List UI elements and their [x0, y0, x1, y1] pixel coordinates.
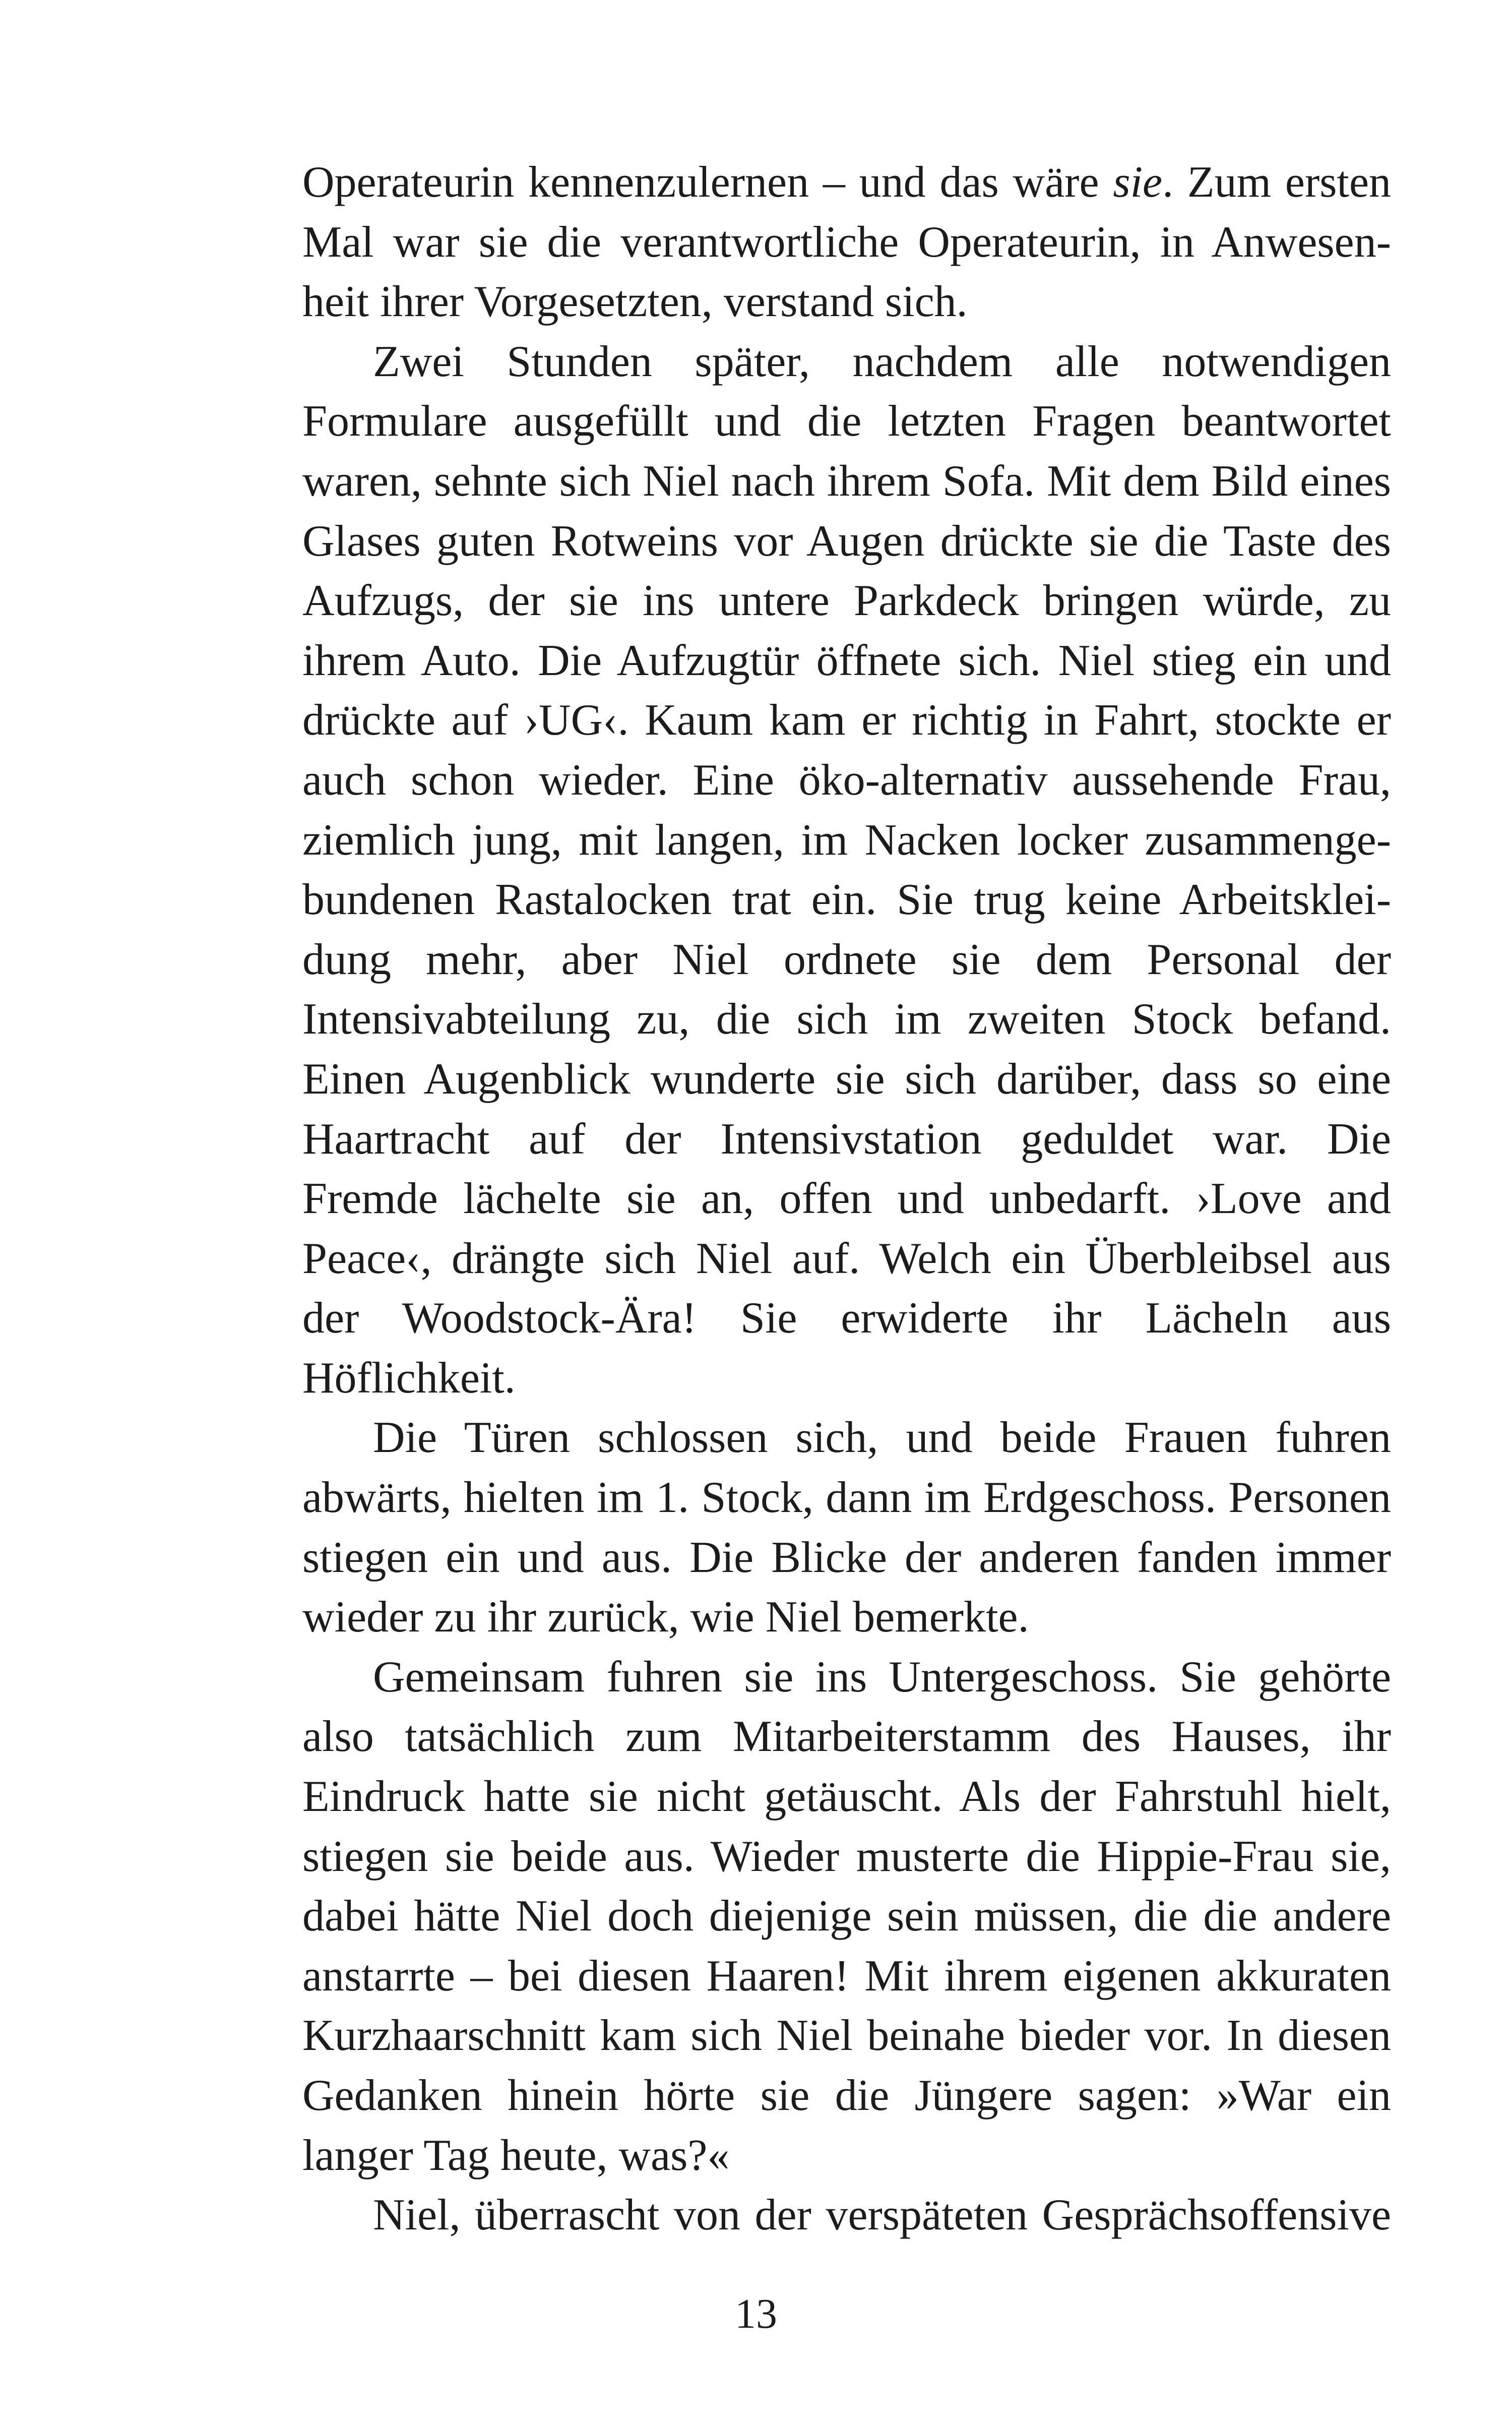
text-line-21: Höflichkeit.	[302, 1353, 516, 1403]
text-line-1: Operateurin kennenzulernen – und das wäre sie. Zum ersten	[302, 158, 1391, 207]
text-line-17: Haartracht auf der Intensivstation geduldet war. Die	[302, 1114, 1391, 1164]
text-line-25: wieder zu ihr zurück, wie Niel bemerkte.	[302, 1593, 1029, 1642]
text-line-35: Niel, überrascht von der verspäteten Gesprächsoffensive	[373, 2191, 1391, 2240]
text-line-11: auch schon wieder. Eine öko-alternativ aussehende Frau,	[302, 755, 1391, 805]
text-line-7: Glases guten Rotweins vor Augen drückte sie die Taste des	[302, 516, 1391, 566]
text-line-22: Die Türen schlossen sich, und beide Frauen fuhren	[373, 1413, 1391, 1463]
text-line-9: ihrem Auto. Die Aufzugtür öffnete sich. Niel stieg ein und	[302, 636, 1391, 685]
text-line-31: anstarrte – bei diesen Haaren! Mit ihrem eigenen akkuraten	[302, 1951, 1391, 2001]
text-line-10: drückte auf ›UG‹. Kaum kam er richtig in Fahrt, stockte er	[302, 696, 1391, 745]
text-line-34: langer Tag heute, was?«	[302, 2131, 730, 2180]
text-line-16: Einen Augenblick wunderte sie sich darüber, dass so eine	[302, 1054, 1391, 1104]
text-line-6: waren, sehnte sich Niel nach ihrem Sofa. Mit dem Bild eines	[302, 456, 1391, 506]
text-line-3: heit ihrer Vorgesetzten, verstand sich.	[302, 277, 968, 327]
text-line-27: also tatsächlich zum Mitarbeiterstamm des Hauses, ihr	[302, 1712, 1391, 1762]
page-number: 13	[735, 2290, 777, 2337]
text-line-33: Gedanken hinein hörte sie die Jüngere sagen: »War ein	[302, 2071, 1391, 2120]
text-line-23: abwärts, hielten im 1. Stock, dann im Erdgeschoss. Personen	[302, 1473, 1391, 1523]
text-line-2: Mal war sie die verantwortliche Operateurin, in Anwesen-	[302, 217, 1391, 267]
text-line-28: Eindruck hatte sie nicht getäuscht. Als der Fahrstuhl hielt,	[302, 1772, 1391, 1822]
text-line-5: Formulare ausgefüllt und die letzten Fragen beantwortet	[302, 397, 1391, 446]
text-line-29: stiegen sie beide aus. Wieder musterte die Hippie-Frau sie,	[302, 1832, 1391, 1881]
text-line-18: Fremde lächelte sie an, offen und unbedarft. ›Love and	[302, 1174, 1391, 1224]
text-line-14: dung mehr, aber Niel ordnete sie dem Personal der	[302, 935, 1391, 984]
text-line-15: Intensivabteilung zu, die sich im zweiten Stock befand.	[302, 995, 1391, 1044]
body-text	[302, 153, 1391, 2246]
text-line-24: stiegen ein und aus. Die Blicke der anderen fanden immer	[302, 1533, 1391, 1582]
emphasis-sie: sie	[1113, 158, 1163, 207]
text-line-32: Kurzhaarschnitt kam sich Niel beinahe bieder vor. In diesen	[302, 2011, 1391, 2061]
text-line-8: Aufzugs, der sie ins untere Parkdeck bringen würde, zu	[302, 576, 1391, 626]
text-line-13: bundenen Rastalocken trat ein. Sie trug keine Arbeitsklei-	[302, 875, 1391, 925]
text-line-30: dabei hätte Niel doch diejenige sein müssen, die die andere	[302, 1892, 1391, 1941]
text-line-26: Gemeinsam fuhren sie ins Untergeschoss. Sie gehörte	[373, 1652, 1391, 1702]
text-line-4: Zwei Stunden später, nachdem alle notwendigen	[373, 337, 1391, 386]
text-line-20: der Woodstock-Ära! Sie erwiderte ihr Lächeln aus	[302, 1294, 1391, 1343]
text-line-12: ziemlich jung, mit langen, im Nacken locker zusammenge-	[302, 815, 1391, 865]
text-line-19: Peace‹, drängte sich Niel auf. Welch ein Überbleibsel aus	[302, 1234, 1391, 1283]
